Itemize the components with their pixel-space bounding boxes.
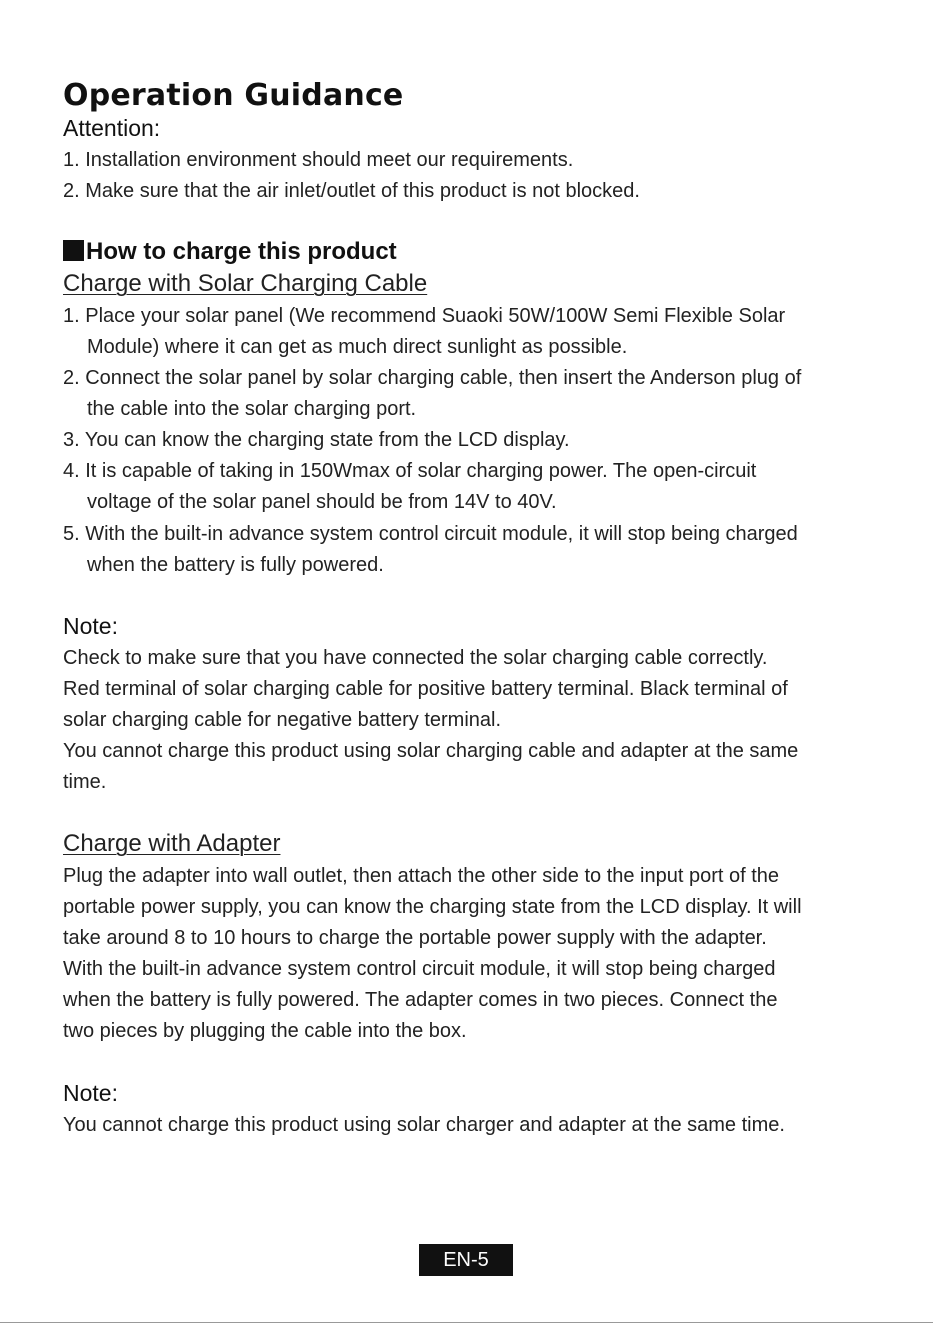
note-line: Check to make sure that you have connected the solar charging cable correctly. <box>63 647 768 669</box>
page-edge-divider <box>0 1322 933 1323</box>
adapter-line: two pieces by plugging the cable into the box. <box>63 1020 467 1042</box>
page-number-badge: EN-5 <box>419 1244 513 1276</box>
attention-item: 1. Installation environment should meet our requirements. <box>63 149 574 171</box>
solar-step-line: when the battery is fully powered. <box>87 554 384 576</box>
adapter-line: take around 8 to 10 hours to charge the portable power supply with the adapter. <box>63 927 767 949</box>
solar-step-line: 2. Connect the solar panel by solar charging cable, then insert the Anderson plug of <box>63 367 802 389</box>
note-line: Red terminal of solar charging cable for positive battery terminal. Black terminal of <box>63 678 788 700</box>
note-line: You cannot charge this product using solar charging cable and adapter at the same <box>63 740 799 762</box>
charge-section-heading <box>63 238 397 266</box>
attention-heading: Attention: <box>63 115 161 141</box>
square-bullet-icon <box>63 240 84 261</box>
solar-step-line: 3. You can know the charging state from the LCD display. <box>63 429 570 451</box>
solar-step-line: 1. Place your solar panel (We recommend Suaoki 50W/100W Semi Flexible Solar <box>63 305 786 327</box>
note-line: You cannot charge this product using solar charger and adapter at the same time. <box>63 1114 785 1136</box>
page-title: Operation Guidance <box>63 78 404 113</box>
adapter-subheading: Charge with Adapter <box>63 830 281 857</box>
note-line: time. <box>63 771 107 793</box>
charge-section-heading-text: How to charge this product <box>86 238 397 265</box>
adapter-line: portable power supply, you can know the charging state from the LCD display. It will <box>63 896 802 918</box>
solar-subheading: Charge with Solar Charging Cable <box>63 270 428 297</box>
solar-step-line: the cable into the solar charging port. <box>87 398 417 420</box>
solar-step-line: 4. It is capable of taking in 150Wmax of solar charging power. The open-circuit <box>63 460 757 482</box>
attention-item: 2. Make sure that the air inlet/outlet of this product is not blocked. <box>63 180 640 202</box>
note-heading: Note: <box>63 1080 118 1106</box>
solar-step-line: voltage of the solar panel should be from 14V to 40V. <box>87 491 557 513</box>
note-line: solar charging cable for negative battery terminal. <box>63 709 502 731</box>
adapter-line: With the built-in advance system control circuit module, it will stop being charged <box>63 958 776 980</box>
adapter-line: when the battery is fully powered. The adapter comes in two pieces. Connect the <box>63 989 778 1011</box>
adapter-line: Plug the adapter into wall outlet, then attach the other side to the input port of the <box>63 865 780 887</box>
note-heading: Note: <box>63 613 118 639</box>
solar-step-line: 5. With the built-in advance system control circuit module, it will stop being charged <box>63 523 798 545</box>
solar-step-line: Module) where it can get as much direct sunlight as possible. <box>87 336 628 358</box>
